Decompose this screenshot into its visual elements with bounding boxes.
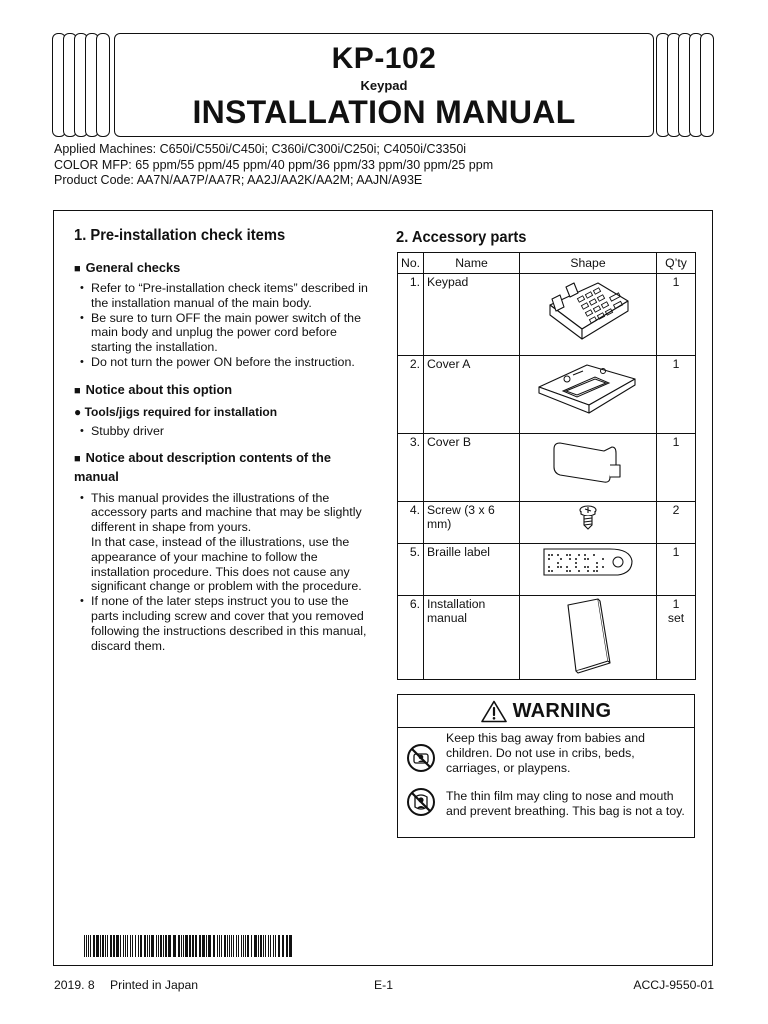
barcode-bar [110, 935, 112, 957]
barcode-bar [243, 935, 244, 957]
table-row [398, 596, 696, 680]
barcode-bar [231, 935, 232, 957]
title-box [114, 33, 654, 137]
barcode-bar [181, 935, 182, 957]
barcode-bar [273, 935, 274, 957]
barcode-bar [245, 935, 246, 957]
no-suffocation-icon [406, 787, 436, 817]
barcode-bar [147, 935, 148, 957]
warning-title: WARNING [512, 699, 612, 722]
warning-triangle-icon [481, 700, 507, 723]
part-name: Installation manual [424, 596, 520, 680]
row-number: 2. [398, 356, 424, 434]
part-quantity: 1 [657, 356, 696, 434]
part-quantity: 1 [657, 274, 696, 356]
barcode-bar [113, 935, 115, 957]
list-item: • Stubby driver [74, 424, 374, 439]
row-number: 3. [398, 434, 424, 502]
applied-line: Applied Machines: C650i/C550i/C450i; C360i/C300i/C250i; C4050i/C3350i [54, 142, 467, 156]
barcode-bar [86, 935, 87, 957]
barcode-bar [151, 935, 154, 957]
no-baby-icon [406, 743, 436, 773]
barcode-bar [102, 935, 104, 957]
row-number: 4. [398, 502, 424, 544]
part-name: Cover A [424, 356, 520, 434]
barcode-bar [192, 935, 194, 957]
warning-box [397, 694, 695, 838]
barcode-bar [156, 935, 157, 957]
description-list [74, 491, 374, 654]
printed-in: Printed in Japan [110, 978, 199, 992]
barcode-bar [202, 935, 205, 957]
barcode-bar [105, 935, 106, 957]
part-shape [520, 356, 657, 434]
barcode-bar [195, 935, 197, 957]
heading-text: General checks [85, 260, 181, 275]
barcode-bar [265, 935, 266, 957]
part-shape [520, 502, 657, 544]
cover-b-icon [546, 435, 630, 489]
part-name: Screw (3 x 6 mm) [424, 502, 520, 544]
heading-text: Notice about this option [85, 381, 233, 397]
barcode-bar [96, 935, 99, 957]
notice-description-heading [74, 449, 374, 485]
keypad-icon [538, 275, 638, 347]
column-header-no: No. [398, 253, 424, 274]
square-bullet-icon: ■ [74, 384, 81, 397]
part-quantity: 1 set [657, 596, 696, 680]
row-number: 5. [398, 544, 424, 596]
dot-bullet-icon: ● [74, 404, 85, 419]
barcode-bar [275, 935, 276, 957]
barcode-bar [208, 935, 211, 957]
barcode-bar [199, 935, 201, 957]
table-row [398, 544, 696, 596]
heading-text: Notice about description contents of the manual [74, 449, 331, 484]
barcode [84, 935, 292, 957]
barcode-bar [219, 935, 220, 957]
barcode-bar [100, 935, 101, 957]
barcode-bar [263, 935, 264, 957]
title-tab [700, 33, 714, 137]
warning-text: Keep this bag away from babies and children. Do not use in cribs, beds, carriages, or playpens. [446, 731, 645, 775]
barcode-bar [217, 935, 218, 957]
table-row [398, 434, 696, 502]
barcode-bar [238, 935, 239, 957]
print-date: 2019. 8 [54, 978, 95, 992]
barcode-bar [144, 935, 146, 957]
tools-heading [74, 405, 374, 420]
title-tab [96, 33, 110, 137]
barcode-bar [130, 935, 131, 957]
warning-header [398, 695, 694, 728]
column-header-qty: Q’ty [657, 253, 696, 274]
table-header-row [398, 253, 696, 274]
barcode-bar [160, 935, 162, 957]
part-shape [520, 434, 657, 502]
barcode-bar [158, 935, 159, 957]
barcode-bar [138, 935, 139, 957]
barcode-bar [233, 935, 234, 957]
barcode-bar [236, 935, 237, 957]
list-item: • Do not turn the power ON before the instruction. [74, 355, 374, 370]
barcode-bar [149, 935, 150, 957]
screw-icon [576, 503, 600, 531]
barcode-bar [286, 935, 288, 957]
part-name: Keypad [424, 274, 520, 356]
barcode-bar [116, 935, 119, 957]
barcode-bar [229, 935, 230, 957]
barcode-bar [189, 935, 191, 957]
barcode-bar [183, 935, 184, 957]
row-number: 6. [398, 596, 424, 680]
barcode-bar [90, 935, 91, 957]
barcode-bar [120, 935, 121, 957]
product-subtitle: Keypad [360, 78, 408, 93]
square-bullet-icon: ■ [74, 263, 81, 275]
part-name: Cover B [424, 434, 520, 502]
barcode-bar [224, 935, 226, 957]
row-number: 1. [398, 274, 424, 356]
barcode-bar [282, 935, 284, 957]
title-frame [52, 33, 714, 137]
barcode-bar [173, 935, 176, 957]
applied-line: COLOR MFP: 65 ppm/55 ppm/45 ppm/40 ppm/36 ppm/33 ppm/30 ppm/25 ppm [54, 157, 494, 172]
table-row [398, 356, 696, 434]
barcode-bar [127, 935, 128, 957]
page-number: E-1 [374, 978, 393, 992]
barcode-bar [270, 935, 271, 957]
barcode-bar [221, 935, 222, 957]
table-row [398, 502, 696, 544]
barcode-bar [107, 935, 108, 957]
list-item: • If none of the later steps instruct you to use the parts including screw and cover that you removed following the instructions described in this manual, discard them. [74, 594, 374, 653]
part-quantity: 1 [657, 544, 696, 596]
cover-a-icon [533, 357, 643, 419]
table-row [398, 274, 696, 356]
list-item: • This manual provides the illustrations of the accessory parts and machine that may be slightly different in shape from yours. In that case, instead of the illustrations, use the appearance of your machine to follow the installation procedure. This does not cause any significant change or problem with the procedure. [74, 491, 374, 595]
braille-label-icon [540, 545, 636, 579]
barcode-bar [206, 935, 207, 957]
applied-line: Product Code: AA7N/AA7P/AA7R; AA2J/AA2K/AA2M; AAJN/A93E [54, 173, 423, 187]
document-title: INSTALLATION MANUAL [192, 94, 576, 130]
general-checks-list [74, 281, 374, 370]
barcode-bar [227, 935, 228, 957]
section-title: 1. Pre-installation check items [74, 227, 286, 244]
list-item: • Refer to “Pre-installation check items” described in the installation manual of the main body. [74, 281, 374, 311]
barcode-bar [168, 935, 171, 957]
column-header-shape: Shape [520, 253, 657, 274]
barcode-bar [241, 935, 242, 957]
barcode-bar [140, 935, 142, 957]
barcode-bar [135, 935, 136, 957]
heading-text: Tools/jigs required for installation [84, 404, 278, 419]
warning-text: The thin film may cling to nose and mouth and prevent breathing. This bag is not a toy. [446, 789, 685, 818]
barcode-bar [251, 935, 252, 957]
list-item: • Be sure to turn OFF the main power switch of the main body and unplug the power cord before starting the installation. [74, 311, 374, 355]
barcode-bar [123, 935, 124, 957]
barcode-bar [260, 935, 262, 957]
barcode-bar [268, 935, 269, 957]
notice-option-heading [74, 382, 374, 399]
part-quantity: 2 [657, 502, 696, 544]
barcode-bar [185, 935, 188, 957]
section-pre-installation [74, 226, 374, 653]
part-name: Braille label [424, 544, 520, 596]
manual-icon [558, 597, 618, 675]
part-shape [520, 544, 657, 596]
barcode-bar [289, 935, 292, 957]
part-shape [520, 274, 657, 356]
barcode-bar [258, 935, 259, 957]
general-checks-heading [74, 260, 374, 277]
tools-list [74, 424, 374, 439]
applied-machines [54, 142, 493, 189]
barcode-bar [163, 935, 164, 957]
barcode-bar [213, 935, 215, 957]
barcode-bar [132, 935, 133, 957]
barcode-bar [125, 935, 126, 957]
barcode-bar [165, 935, 167, 957]
accessory-parts-table [397, 252, 696, 680]
section-title-accessory: 2. Accessory parts [396, 229, 527, 246]
part-shape [520, 596, 657, 680]
barcode-bar [178, 935, 180, 957]
square-bullet-icon: ■ [74, 452, 81, 465]
barcode-bar [88, 935, 89, 957]
barcode-bar [93, 935, 95, 957]
part-quantity: 1 [657, 434, 696, 502]
column-header-name: Name [424, 253, 520, 274]
model-number: KP-102 [331, 42, 437, 75]
barcode-bar [278, 935, 280, 957]
barcode-bar [247, 935, 249, 957]
barcode-bar [254, 935, 257, 957]
document-code: ACCJ-9550-01 [633, 978, 714, 992]
barcode-bar [84, 935, 85, 957]
